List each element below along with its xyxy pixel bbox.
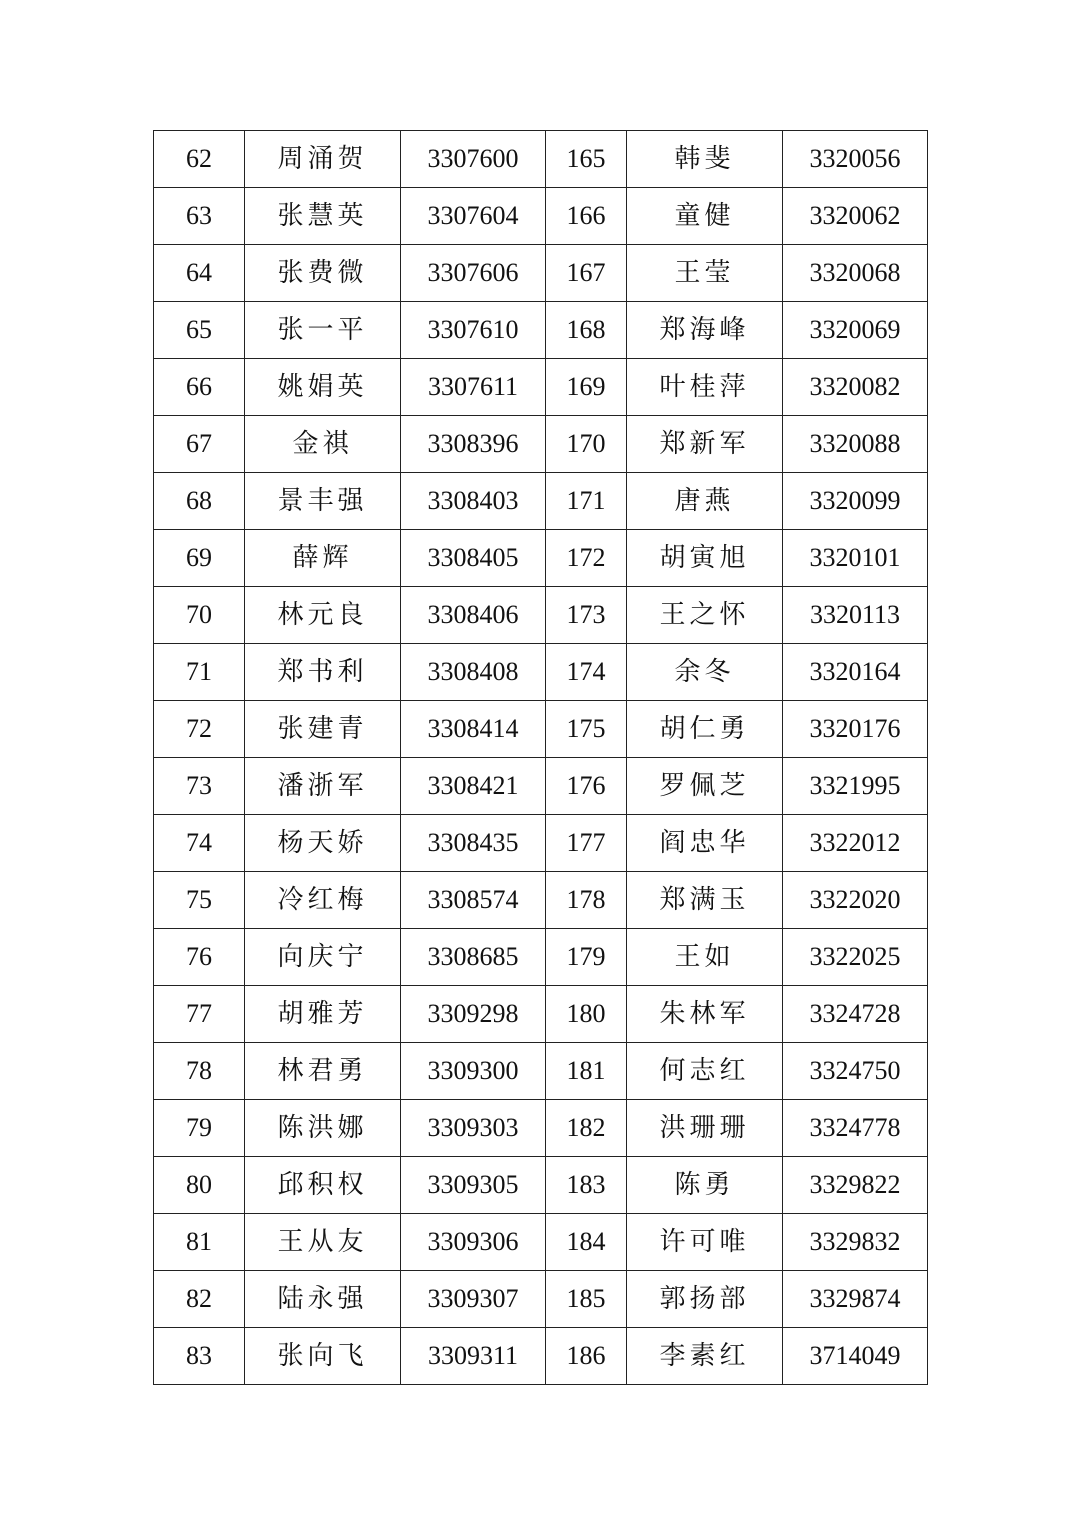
person-name-right: 何志红 <box>627 1043 783 1100</box>
seq-number-right: 172 <box>546 530 627 587</box>
seq-number-left: 78 <box>154 1043 245 1100</box>
member-id-left: 3308421 <box>401 758 546 815</box>
member-id-right: 3320101 <box>783 530 928 587</box>
table-row <box>154 872 928 929</box>
seq-number-left: 65 <box>154 302 245 359</box>
seq-number-right: 181 <box>546 1043 627 1100</box>
member-id-left: 3308403 <box>401 473 546 530</box>
seq-number-right: 169 <box>546 359 627 416</box>
person-name-left: 郑书利 <box>245 644 401 701</box>
seq-number-right: 166 <box>546 188 627 245</box>
table-row <box>154 131 928 188</box>
member-id-right: 3324728 <box>783 986 928 1043</box>
person-name-right: 胡寅旭 <box>627 530 783 587</box>
seq-number-right: 179 <box>546 929 627 986</box>
member-id-right: 3320164 <box>783 644 928 701</box>
roster-table-body <box>154 131 928 1385</box>
seq-number-left: 73 <box>154 758 245 815</box>
seq-number-right: 175 <box>546 701 627 758</box>
member-id-left: 3308435 <box>401 815 546 872</box>
seq-number-right: 167 <box>546 245 627 302</box>
table-row <box>154 1157 928 1214</box>
person-name-right: 韩斐 <box>627 131 783 188</box>
person-name-right: 胡仁勇 <box>627 701 783 758</box>
person-name-left: 杨天娇 <box>245 815 401 872</box>
member-id-right: 3329874 <box>783 1271 928 1328</box>
seq-number-right: 185 <box>546 1271 627 1328</box>
member-id-left: 3307606 <box>401 245 546 302</box>
seq-number-left: 71 <box>154 644 245 701</box>
member-id-right: 3322025 <box>783 929 928 986</box>
member-id-right: 3320099 <box>783 473 928 530</box>
person-name-right: 朱林军 <box>627 986 783 1043</box>
member-id-left: 3307611 <box>401 359 546 416</box>
table-row <box>154 473 928 530</box>
person-name-left: 周涌贺 <box>245 131 401 188</box>
person-name-left: 景丰强 <box>245 473 401 530</box>
seq-number-left: 75 <box>154 872 245 929</box>
table-row <box>154 188 928 245</box>
seq-number-right: 180 <box>546 986 627 1043</box>
seq-number-right: 173 <box>546 587 627 644</box>
person-name-right: 王之怀 <box>627 587 783 644</box>
seq-number-left: 70 <box>154 587 245 644</box>
seq-number-left: 77 <box>154 986 245 1043</box>
member-id-right: 3320176 <box>783 701 928 758</box>
seq-number-right: 165 <box>546 131 627 188</box>
person-name-left: 林君勇 <box>245 1043 401 1100</box>
table-row <box>154 644 928 701</box>
person-name-right: 叶桂萍 <box>627 359 783 416</box>
member-id-right: 3320069 <box>783 302 928 359</box>
seq-number-left: 81 <box>154 1214 245 1271</box>
seq-number-left: 66 <box>154 359 245 416</box>
member-id-right: 3322020 <box>783 872 928 929</box>
seq-number-right: 171 <box>546 473 627 530</box>
member-id-right: 3320068 <box>783 245 928 302</box>
member-id-right: 3324778 <box>783 1100 928 1157</box>
member-id-left: 3308396 <box>401 416 546 473</box>
seq-number-left: 72 <box>154 701 245 758</box>
person-name-left: 陆永强 <box>245 1271 401 1328</box>
seq-number-right: 182 <box>546 1100 627 1157</box>
member-id-left: 3307600 <box>401 131 546 188</box>
person-name-right: 唐燕 <box>627 473 783 530</box>
member-id-left: 3308414 <box>401 701 546 758</box>
person-name-left: 邱积权 <box>245 1157 401 1214</box>
seq-number-left: 83 <box>154 1328 245 1385</box>
member-id-right: 3320062 <box>783 188 928 245</box>
table-row <box>154 416 928 473</box>
member-id-right: 3329822 <box>783 1157 928 1214</box>
seq-number-right: 184 <box>546 1214 627 1271</box>
seq-number-right: 186 <box>546 1328 627 1385</box>
person-name-left: 张建青 <box>245 701 401 758</box>
member-id-right: 3329832 <box>783 1214 928 1271</box>
person-name-right: 罗佩芝 <box>627 758 783 815</box>
person-name-right: 陈勇 <box>627 1157 783 1214</box>
person-name-left: 张向飞 <box>245 1328 401 1385</box>
person-name-left: 金祺 <box>245 416 401 473</box>
person-name-right: 余冬 <box>627 644 783 701</box>
table-row <box>154 1043 928 1100</box>
member-id-right: 3714049 <box>783 1328 928 1385</box>
member-id-left: 3309311 <box>401 1328 546 1385</box>
person-name-left: 向庆宁 <box>245 929 401 986</box>
person-name-left: 张费微 <box>245 245 401 302</box>
table-row <box>154 530 928 587</box>
table-row <box>154 815 928 872</box>
table-row <box>154 359 928 416</box>
member-id-left: 3307604 <box>401 188 546 245</box>
person-name-right: 郭扬部 <box>627 1271 783 1328</box>
person-name-right: 王莹 <box>627 245 783 302</box>
member-id-left: 3308574 <box>401 872 546 929</box>
member-id-right: 3320113 <box>783 587 928 644</box>
table-row <box>154 302 928 359</box>
table-row <box>154 1214 928 1271</box>
table-row <box>154 986 928 1043</box>
seq-number-right: 168 <box>546 302 627 359</box>
member-id-left: 3308408 <box>401 644 546 701</box>
seq-number-left: 82 <box>154 1271 245 1328</box>
seq-number-right: 178 <box>546 872 627 929</box>
person-name-left: 潘浙军 <box>245 758 401 815</box>
member-id-left: 3309303 <box>401 1100 546 1157</box>
person-name-right: 郑满玉 <box>627 872 783 929</box>
member-id-left: 3309300 <box>401 1043 546 1100</box>
person-name-left: 胡雅芳 <box>245 986 401 1043</box>
seq-number-left: 76 <box>154 929 245 986</box>
seq-number-left: 68 <box>154 473 245 530</box>
person-name-left: 姚娟英 <box>245 359 401 416</box>
person-name-right: 许可唯 <box>627 1214 783 1271</box>
table-row <box>154 758 928 815</box>
seq-number-left: 80 <box>154 1157 245 1214</box>
person-name-left: 冷红梅 <box>245 872 401 929</box>
seq-number-right: 170 <box>546 416 627 473</box>
person-name-right: 王如 <box>627 929 783 986</box>
member-id-left: 3309305 <box>401 1157 546 1214</box>
member-id-right: 3324750 <box>783 1043 928 1100</box>
table-row <box>154 1328 928 1385</box>
table-row <box>154 245 928 302</box>
member-id-right: 3320056 <box>783 131 928 188</box>
member-id-right: 3320088 <box>783 416 928 473</box>
seq-number-left: 67 <box>154 416 245 473</box>
person-name-left: 陈洪娜 <box>245 1100 401 1157</box>
member-id-left: 3309306 <box>401 1214 546 1271</box>
member-id-right: 3320082 <box>783 359 928 416</box>
member-id-left: 3309307 <box>401 1271 546 1328</box>
member-id-right: 3322012 <box>783 815 928 872</box>
person-name-left: 林元良 <box>245 587 401 644</box>
seq-number-left: 63 <box>154 188 245 245</box>
seq-number-left: 79 <box>154 1100 245 1157</box>
seq-number-left: 74 <box>154 815 245 872</box>
member-id-left: 3307610 <box>401 302 546 359</box>
person-name-right: 阎忠华 <box>627 815 783 872</box>
seq-number-right: 174 <box>546 644 627 701</box>
person-name-right: 郑海峰 <box>627 302 783 359</box>
person-name-left: 张一平 <box>245 302 401 359</box>
person-name-left: 王从友 <box>245 1214 401 1271</box>
table-row <box>154 587 928 644</box>
table-row <box>154 701 928 758</box>
person-name-left: 薛辉 <box>245 530 401 587</box>
member-id-left: 3309298 <box>401 986 546 1043</box>
person-name-right: 洪珊珊 <box>627 1100 783 1157</box>
member-id-right: 3321995 <box>783 758 928 815</box>
seq-number-left: 62 <box>154 131 245 188</box>
roster-table <box>153 130 928 1385</box>
person-name-right: 童健 <box>627 188 783 245</box>
table-row <box>154 1271 928 1328</box>
member-id-left: 3308405 <box>401 530 546 587</box>
seq-number-right: 183 <box>546 1157 627 1214</box>
person-name-right: 郑新军 <box>627 416 783 473</box>
seq-number-right: 177 <box>546 815 627 872</box>
table-row <box>154 1100 928 1157</box>
member-id-left: 3308406 <box>401 587 546 644</box>
seq-number-right: 176 <box>546 758 627 815</box>
person-name-right: 李素红 <box>627 1328 783 1385</box>
person-name-left: 张慧英 <box>245 188 401 245</box>
seq-number-left: 64 <box>154 245 245 302</box>
member-id-left: 3308685 <box>401 929 546 986</box>
seq-number-left: 69 <box>154 530 245 587</box>
table-row <box>154 929 928 986</box>
